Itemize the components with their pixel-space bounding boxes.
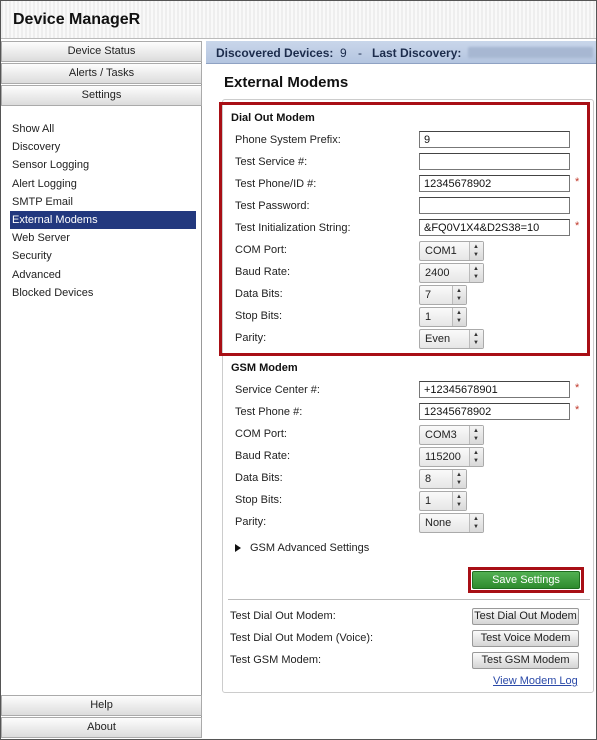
nav-help-button[interactable]: Help bbox=[1, 695, 202, 716]
dial-data-bits-label: Data Bits: bbox=[235, 288, 283, 300]
gsm-baud-rate-stepper[interactable] bbox=[419, 447, 484, 467]
nav-device-status-button[interactable]: Device Status bbox=[1, 41, 202, 62]
last-discovery-value-redacted bbox=[468, 47, 593, 58]
test-voice-label: Test Dial Out Modem (Voice): bbox=[230, 632, 374, 644]
gsm-com-port-stepper[interactable] bbox=[419, 425, 484, 445]
dial-baud-rate-stepper[interactable] bbox=[419, 263, 484, 283]
gsm-com-port-value: COM3 bbox=[425, 429, 457, 441]
expand-triangle-icon[interactable] bbox=[235, 544, 241, 552]
save-settings-button[interactable]: Save Settings bbox=[472, 571, 580, 589]
dial-data-bits-value: 7 bbox=[425, 289, 432, 301]
gsm-parity-label: Parity: bbox=[235, 516, 267, 528]
sidebar-item-advanced[interactable]: Advanced bbox=[12, 268, 61, 281]
sidebar-item-discovery[interactable]: Discovery bbox=[12, 141, 61, 154]
test-initialization-string-input[interactable] bbox=[419, 219, 570, 236]
stepper-arrows-icon[interactable]: ▲ ▼ bbox=[469, 448, 483, 466]
stepper-arrows-icon[interactable]: ▲ ▼ bbox=[469, 242, 483, 260]
prefix-label: Phone System Prefix: bbox=[235, 134, 341, 146]
title-bar bbox=[1, 1, 596, 39]
dial-parity-label: Parity: bbox=[235, 332, 267, 344]
dial-stop-bits-label: Stop Bits: bbox=[235, 310, 283, 322]
required-marker: * bbox=[575, 382, 580, 394]
sidebar-item-show-all[interactable]: Show All bbox=[12, 123, 55, 135]
app-title: Device ManageR bbox=[13, 11, 141, 28]
nav-settings-button[interactable]: Settings bbox=[1, 85, 202, 106]
gsm-section-title: GSM Modem bbox=[231, 362, 298, 374]
discovered-devices-count: 9 bbox=[340, 46, 347, 60]
required-marker: * bbox=[575, 404, 580, 416]
gsm-stop-bits-value: 1 bbox=[425, 495, 432, 507]
sidebar-item-smtp-email[interactable]: SMTP Email bbox=[12, 195, 73, 208]
required-marker: * bbox=[575, 176, 580, 188]
stepper-arrows-icon[interactable]: ▲ ▼ bbox=[469, 514, 483, 532]
test-gsm-modem-button[interactable]: Test GSM Modem bbox=[472, 652, 579, 669]
test-phone-label: Test Phone/ID #: bbox=[235, 178, 317, 190]
sidebar-item-web-server[interactable]: Web Server bbox=[12, 232, 70, 245]
dial-stop-bits-value: 1 bbox=[425, 311, 432, 323]
dial-stop-bits-stepper[interactable] bbox=[419, 307, 467, 327]
sidebar-item-security[interactable]: Security bbox=[12, 250, 52, 263]
sidebar-item-alert-logging[interactable]: Alert Logging bbox=[12, 177, 77, 190]
section-divider bbox=[228, 599, 590, 600]
discovered-devices-label: Discovered Devices: bbox=[216, 46, 334, 60]
dial-baud-rate-value: 2400 bbox=[425, 267, 450, 279]
dial-com-port-stepper[interactable] bbox=[419, 241, 484, 261]
gsm-stop-bits-label: Stop Bits: bbox=[235, 494, 283, 506]
gsm-advanced-settings-toggle[interactable]: GSM Advanced Settings bbox=[250, 542, 370, 554]
test-dial-out-label: Test Dial Out Modem: bbox=[230, 610, 336, 622]
gsm-parity-stepper[interactable] bbox=[419, 513, 484, 533]
stepper-arrows-icon[interactable]: ▲ ▼ bbox=[469, 426, 483, 444]
test-password-input[interactable] bbox=[419, 197, 570, 214]
save-highlight-box bbox=[468, 567, 584, 593]
dial-com-port-value: COM1 bbox=[425, 245, 457, 257]
gsm-stop-bits-stepper[interactable] bbox=[419, 491, 467, 511]
header-separator: - bbox=[358, 46, 362, 60]
test-phone-id-input[interactable] bbox=[419, 175, 570, 192]
gsm-com-port-label: COM Port: bbox=[235, 428, 287, 440]
dial-com-port-label: COM Port: bbox=[235, 244, 287, 256]
gsm-baud-rate-label: Baud Rate: bbox=[235, 450, 291, 462]
nav-about-button[interactable]: About bbox=[1, 717, 202, 738]
test-password-label: Test Password: bbox=[235, 200, 310, 212]
test-service-input[interactable] bbox=[419, 153, 570, 170]
nav-alerts-tasks-button[interactable]: Alerts / Tasks bbox=[1, 63, 202, 84]
test-dial-out-modem-button[interactable]: Test Dial Out Modem bbox=[472, 608, 579, 625]
stepper-arrows-icon[interactable]: ▲ ▼ bbox=[452, 286, 466, 304]
page-title: External Modems bbox=[224, 74, 349, 91]
dial-data-bits-stepper[interactable] bbox=[419, 285, 467, 305]
dial-baud-rate-label: Baud Rate: bbox=[235, 266, 291, 278]
gsm-data-bits-stepper[interactable] bbox=[419, 469, 467, 489]
gsm-data-bits-label: Data Bits: bbox=[235, 472, 283, 484]
last-discovery-label: Last Discovery: bbox=[372, 46, 462, 60]
required-marker: * bbox=[575, 220, 580, 232]
gsm-parity-value: None bbox=[425, 517, 452, 529]
stepper-arrows-icon[interactable]: ▲ ▼ bbox=[469, 330, 483, 348]
test-gsm-label: Test GSM Modem: bbox=[230, 654, 322, 666]
test-service-label: Test Service #: bbox=[235, 156, 308, 168]
settings-menu bbox=[10, 120, 196, 302]
test-voice-modem-button[interactable]: Test Voice Modem bbox=[472, 630, 579, 647]
discovery-status-bar bbox=[206, 41, 596, 64]
dial-parity-value: Even bbox=[425, 333, 451, 345]
gsm-test-phone-input[interactable] bbox=[419, 403, 570, 420]
stepper-arrows-icon[interactable]: ▲ ▼ bbox=[469, 264, 483, 282]
sidebar-item-sensor-logging[interactable]: Sensor Logging bbox=[12, 159, 90, 172]
sidebar-item-external-modems[interactable]: External Modems bbox=[10, 211, 196, 229]
dial-out-section-title: Dial Out Modem bbox=[231, 112, 315, 124]
sidebar bbox=[1, 41, 202, 738]
stepper-arrows-icon[interactable]: ▲ ▼ bbox=[452, 492, 466, 510]
gsm-data-bits-value: 8 bbox=[425, 473, 432, 485]
phone-system-prefix-input[interactable] bbox=[419, 131, 570, 148]
dial-parity-stepper[interactable] bbox=[419, 329, 484, 349]
view-modem-log-link[interactable]: View Modem Log bbox=[493, 675, 578, 687]
init-string-label: Test Initialization String: bbox=[235, 222, 351, 234]
service-center-label: Service Center #: bbox=[235, 384, 320, 396]
gsm-baud-rate-value: 115200 bbox=[425, 451, 461, 463]
stepper-arrows-icon[interactable]: ▲ ▼ bbox=[452, 470, 466, 488]
gsm-test-phone-label: Test Phone #: bbox=[235, 406, 303, 418]
stepper-arrows-icon[interactable]: ▲ ▼ bbox=[452, 308, 466, 326]
service-center-input[interactable] bbox=[419, 381, 570, 398]
sidebar-item-blocked-devices[interactable]: Blocked Devices bbox=[12, 286, 94, 299]
